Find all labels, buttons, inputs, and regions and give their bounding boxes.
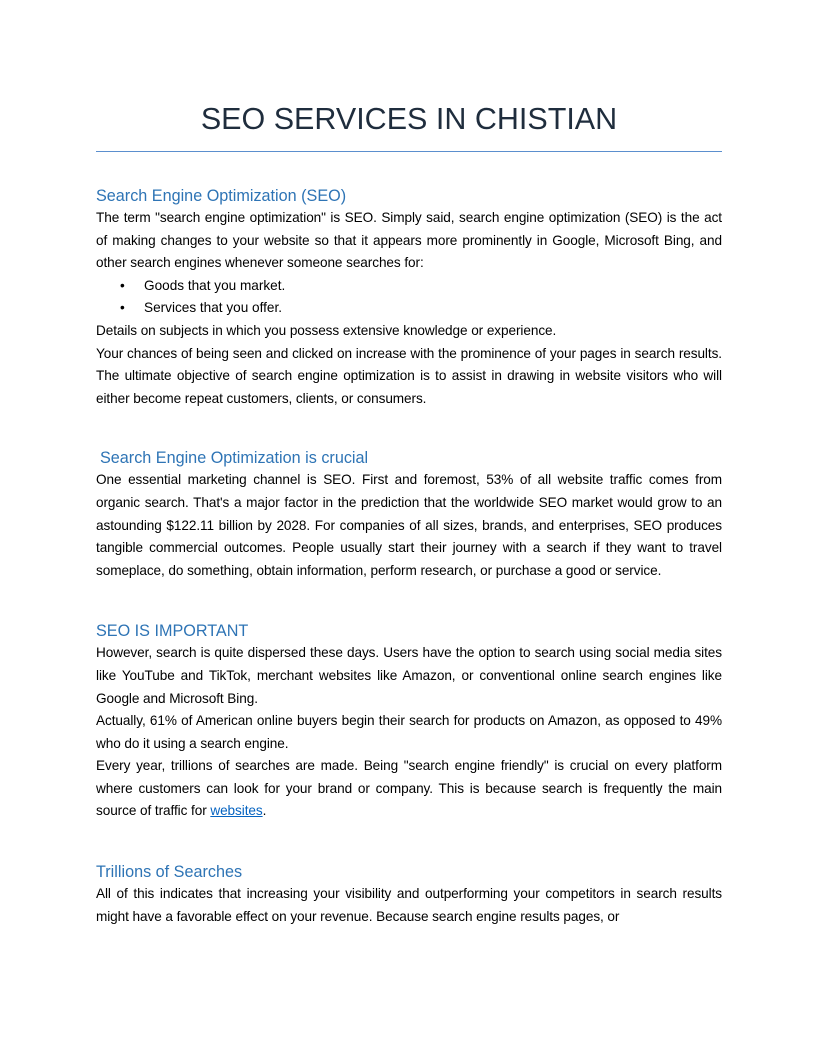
paragraph: One essential marketing channel is SEO. First and foremost, 53% of all website traffic comes from organic search. That's a major factor in the prediction that the worldwide SEO market would grow to an astounding $122.11 billion by 2028. For companies of all sizes, brands, and enterprises, SEO produces tangible commercial outcomes. People usually start their journey with a search if they want to travel someplace, do something, obtain information, perform research, or purchase a good or service. (96, 472, 722, 578)
section-heading: Search Engine Optimization (SEO) (96, 187, 347, 205)
paragraph: Your chances of being seen and clicked on increase with the prominence of your pages in search results. The ultimate objective of search engine optimization is to assist in drawing in website visitors who will either become repeat customers, clients, or consumers. (96, 345, 722, 406)
bullet-list (96, 275, 722, 320)
section-heading: SEO IS IMPORTANT (96, 622, 249, 641)
page-title: SEO SERVICES IN CHISTIAN (96, 96, 722, 152)
section-heading: Trillions of Searches (96, 863, 243, 882)
paragraph: Every year, trillions of searches are made. Being "search engine friendly" is crucial on every platform where customers can look for your brand or company. This is because search is frequently the main source of traffic for websites. (96, 758, 722, 819)
bullet-icon: • (120, 300, 125, 316)
list-item: • Services that you offer. (120, 297, 722, 320)
section-trillions (96, 861, 722, 928)
section-heading: Search Engine Optimization is crucial (100, 449, 369, 468)
list-item: • Goods that you market. (120, 275, 722, 298)
document-page (96, 96, 722, 928)
websites-link[interactable]: websites (210, 803, 263, 819)
paragraph: Actually, 61% of American online buyers begin their search for products on Amazon, as opposed to 49% who do it using a search engine. (96, 713, 722, 751)
paragraph: The term "search engine optimization" is SEO. Simply said, search engine optimization (SEO) is the act of making changes to your website so that it appears more prominently in Google, Microsoft Bing, and other search engines whenever someone searches for: (96, 210, 722, 271)
paragraph: Details on subjects in which you possess extensive knowledge or experience. (96, 322, 557, 338)
bullet-icon: • (120, 277, 125, 293)
paragraph: However, search is quite dispersed these days. Users have the option to search using social media sites like YouTube and TikTok, merchant websites like Amazon, or conventional online search engines like Google and Microsoft Bing. (96, 645, 722, 706)
section-seo-crucial (96, 447, 722, 582)
section-seo-definition (96, 185, 722, 410)
paragraph: All of this indicates that increasing your visibility and outperforming your competitors in search results might have a favorable effect on your revenue. Because search engine results pages, or (96, 886, 722, 924)
section-seo-important (96, 620, 722, 823)
